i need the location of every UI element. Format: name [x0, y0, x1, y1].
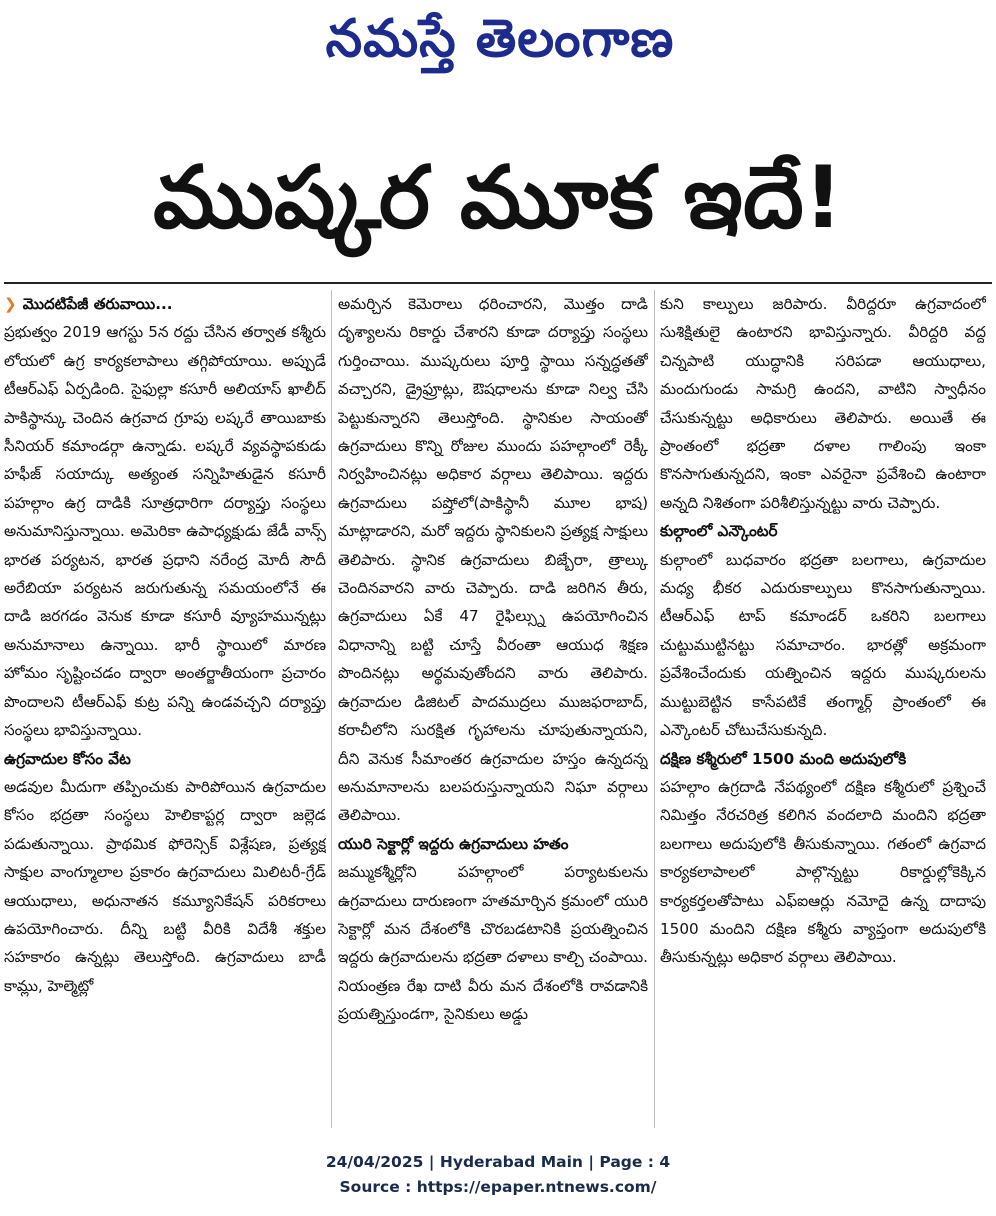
continuation-pointer [4, 290, 326, 318]
footer-dateline: 24/04/2025 | Hyderabad Main | Page : 4 [325, 1153, 671, 1171]
headline: ముష్కర మూక ఇదే! [153, 148, 843, 248]
paragraph: కుల్గాంలో బుధవారం భద్రతా బలగాలు, ఉగ్రవాదుల మధ్య భీకర ఎదురుకాల్పులు కొనసాగుతున్నాయి. టీఆర్ఎఫ్ టాప్ కమాండర్ ఒకరిని బలగాలు చుట్టుముట్టినట్టు సమాచారం. భారత్లో అక్రమంగా ప్రవేశించేందుకు యత్నించిన ఇద్దరు ముష్కరులను ముట్టుబెట్టిన కాసేపటికే తంగ్మార్గ్ ప్రాంతంలో ఈ ఎన్కౌంటర్ చోటుచేసుకున్నది. [660, 550, 986, 740]
headline-rule [4, 282, 992, 284]
subheading: యురి సెక్టార్లో ఇద్దరు ఉగ్రవాదులు హతం [338, 834, 569, 853]
paragraph: కుని కాల్పులు జరిపారు. వీరిద్దరూ ఉగ్రవాదంలో సుశిక్షితులై ఉంటారని భావిస్తున్నారు. వీరిద్దరి వద్ద చిన్నపాటి యుద్ధానికి సరిపడా ఆయుధాలు, మందుగుండు సామగ్రి ఉందని, వాటిని స్వాధీనం చేసుకున్నట్టు అధికారులు తెలిపారు. అయితే ఈ ప్రాంతంలో భద్రతా దళాల గాలింపు ఇంకా కొనసాగుతున్నదని, ఇంకా ఎవరైనా ప్రవేశించి ఉంటారా అన్నది నిశితంగా పరిశీలిస్తున్నట్టు వారు చెప్పారు. [660, 295, 986, 512]
paragraph: ప్రభుత్వం 2019 ఆగస్టు 5న రద్దు చేసిన తర్వాత కశ్మీరు లోయలో ఉగ్ర కార్యకలాపాలు తగ్గిపోయాయి. అప్పుడే టీఆర్ఎఫ్ ఏర్పడింది. సైఫుల్లా కసూరీ అలియాస్ ఖాలీద్ పాకిస్థాన్కు చెందిన ఉగ్రవాద గ్రూపు లష్కరే తాయిబాకు సీనియర్ కమాండర్గా ఉన్నాడు. లష్కరే వ్యవస్థాపకుడు హఫీజ్ సయాద్కు అత్యంత సన్నిహితుడైన కసూరీ పహల్గాం ఉగ్ర దాడికి సూత్రధారిగా దర్యాప్తు సంస్థలు అనుమానిస్తున్నాయి. అమెరికా ఉపాధ్యక్షుడు జేడీ వాన్స్ భారత పర్యటన, భారత ప్రధాని నరేంద్ర మోదీ సౌదీ అరేబియా పర్యటన జరుగుతున్న సమయంలోనే ఈ దాడి జరగడం వెనుక కూడా కసూరీ వ్యూహమున్నట్లు అనుమానాలు ఉన్నాయి. భారీ స్థాయిలో మారణ హోమం సృష్టించడం ద్వారా అంతర్జాతీయంగా ప్రచారం పొందాలని టీఆర్ఎఫ్ కుట్ర పన్ని ఉండవచ్చని దర్యాప్తు సంస్థలు భావిస్తున్నాయి. [4, 323, 326, 740]
column-divider [331, 290, 332, 1128]
paragraph: పహల్గాం ఉగ్రదాడి నేపథ్యంలో దక్షిణ కశ్మీరులో ప్రశ్నించే నిమిత్తం నేరచరిత్ర కలిగిన వందలాది మందిని భద్రతా బలగాలు అదుపులోకి తీసుకున్నాయి. గతంలో ఉగ్రవాద కార్యకలాపాలలో పాల్గొన్నట్టు రికార్డుల్లోకెక్కిన కార్యకర్తలతోపాటు ఎఫ్ఐఆర్లు నమోదై ఉన్న దాదాపు 1500 మందిని దక్షిణ కశ్మీరు వ్యాప్తంగా అదుపులోకి తీసుకున్నట్లు అధికార వర్గాలు తెలిపాయి. [660, 777, 986, 967]
paragraph: జమ్ముకశ్మీర్లోని పహల్గాంలో పర్యాటకులను ఉగ్రవాదులు దారుణంగా హతమార్చిన క్రమంలో యురి సెక్టార్లో మన దేశంలోకి చొరబడటానికి ప్రయత్నించిన ఇద్దరు ఉగ్రవాదులను భద్రతా దళాలు కాల్చి చంపాయి. నియంత్రణ రేఖ దాటి వీరు మన దేశంలోకి రావడానికి ప్రయత్నిస్తుండగా, సైనికులు అడ్డు [338, 863, 648, 1024]
article-column-3 [660, 290, 986, 1128]
paragraph: అమర్చిన కెమెరాలు ధరించారని, మొత్తం దాడి దృశ్యాలను రికార్డు చేశారని కూడా దర్యాప్తు సంస్థలు గుర్తించాయి. ముష్కరులు పూర్తి స్థాయి సన్నద్ధతతో వచ్చారని, డ్రైఫ్రూట్లు, ఔషధాలను కూడా నిల్వ చేసి పెట్టుకున్నారని తెలుస్తోంది. స్థానికుల సాయంతో ఉగ్రవాదులు కొన్ని రోజుల ముందు పహల్గాంలో రెక్కీ నిర్వహించినట్లు అధికార వర్గాలు తెలిపాయి. ఇద్దరు ఉగ్రవాదులు పష్తోలో(పాకిస్థానీ మూల భాష) మాట్లాడారని, మరో ఇద్దరు స్థానికులని ప్రత్యక్ష సాక్షులు తెలిపారు. స్థానిక ఉగ్రవాదులు బిజ్బేరా, త్రాల్కు చెందినవారని వారు చెప్పారు. దాడి జరిగిన తీరు, ఉగ్రవాదులు ఏకే 47 రైఫిల్స్ను ఉపయోగించిన విధానాన్ని బట్టి చూస్తే వీరంతా ఆయుధ శిక్షణ పొందినట్లు అర్థమవుతోందని వారు తెలిపారు. ఉగ్రవాదుల డిజిటల్ పాదముద్రలు ముజఫరాబాద్, కరాచీలోని సురక్షిత గృహాలను చూపుతున్నాయని, దీని వెనుక సీమాంతర ఉగ్రవాదుల హస్తం ఉన్నదన్న అనుమానాలను బలపరుస్తున్నాయని నిఘా వర్గాలు తెలిపాయి. [338, 295, 648, 825]
subheading: దక్షిణ కశ్మీరులో 1500 మంది అదుపులోకి [660, 749, 907, 768]
article-column-1 [4, 290, 326, 1128]
paragraph: అడవుల మీదుగా తప్పించుకు పారిపోయిన ఉగ్రవాదుల కోసం భద్రతా సంస్థలు హెలికాప్టర్ల ద్వారా జల్లెడ పడుతున్నాయి. ప్రాథమిక ఫోరెన్సిక్ విశ్లేషణ, ప్రత్యక్ష సాక్షుల వాంగ్మూలాల ప్రకారం ఉగ్రవాదులు మిలిటరీ-గ్రేడ్ ఆయుధాలు, అధునాతన కమ్యూనికేషన్ పరికరాలు ఉపయోగించారు. దీన్ని బట్టి వీరికి విదేశీ శక్తుల సహకారం ఉన్నట్లు తెలుస్తోంది. ఉగ్రవాదులు బాడీ కామ్లు, హెల్మెట్లో [4, 777, 326, 995]
subheading: కుల్గాంలో ఎన్కౌంటర్ [660, 522, 778, 541]
continuation-text: మొదటిపేజీ తరువాయి... [22, 295, 173, 313]
subheading: ఉగ్రవాదుల కోసం వేట [4, 749, 131, 768]
footer-source: Source : https://epaper.ntnews.com/ [339, 1178, 657, 1196]
chevron-right-icon: ❯ [4, 295, 17, 313]
article-column-2 [338, 290, 648, 1128]
column-divider [654, 290, 655, 1128]
masthead-logo: నమస్తే తెలంగాణ [325, 9, 675, 69]
